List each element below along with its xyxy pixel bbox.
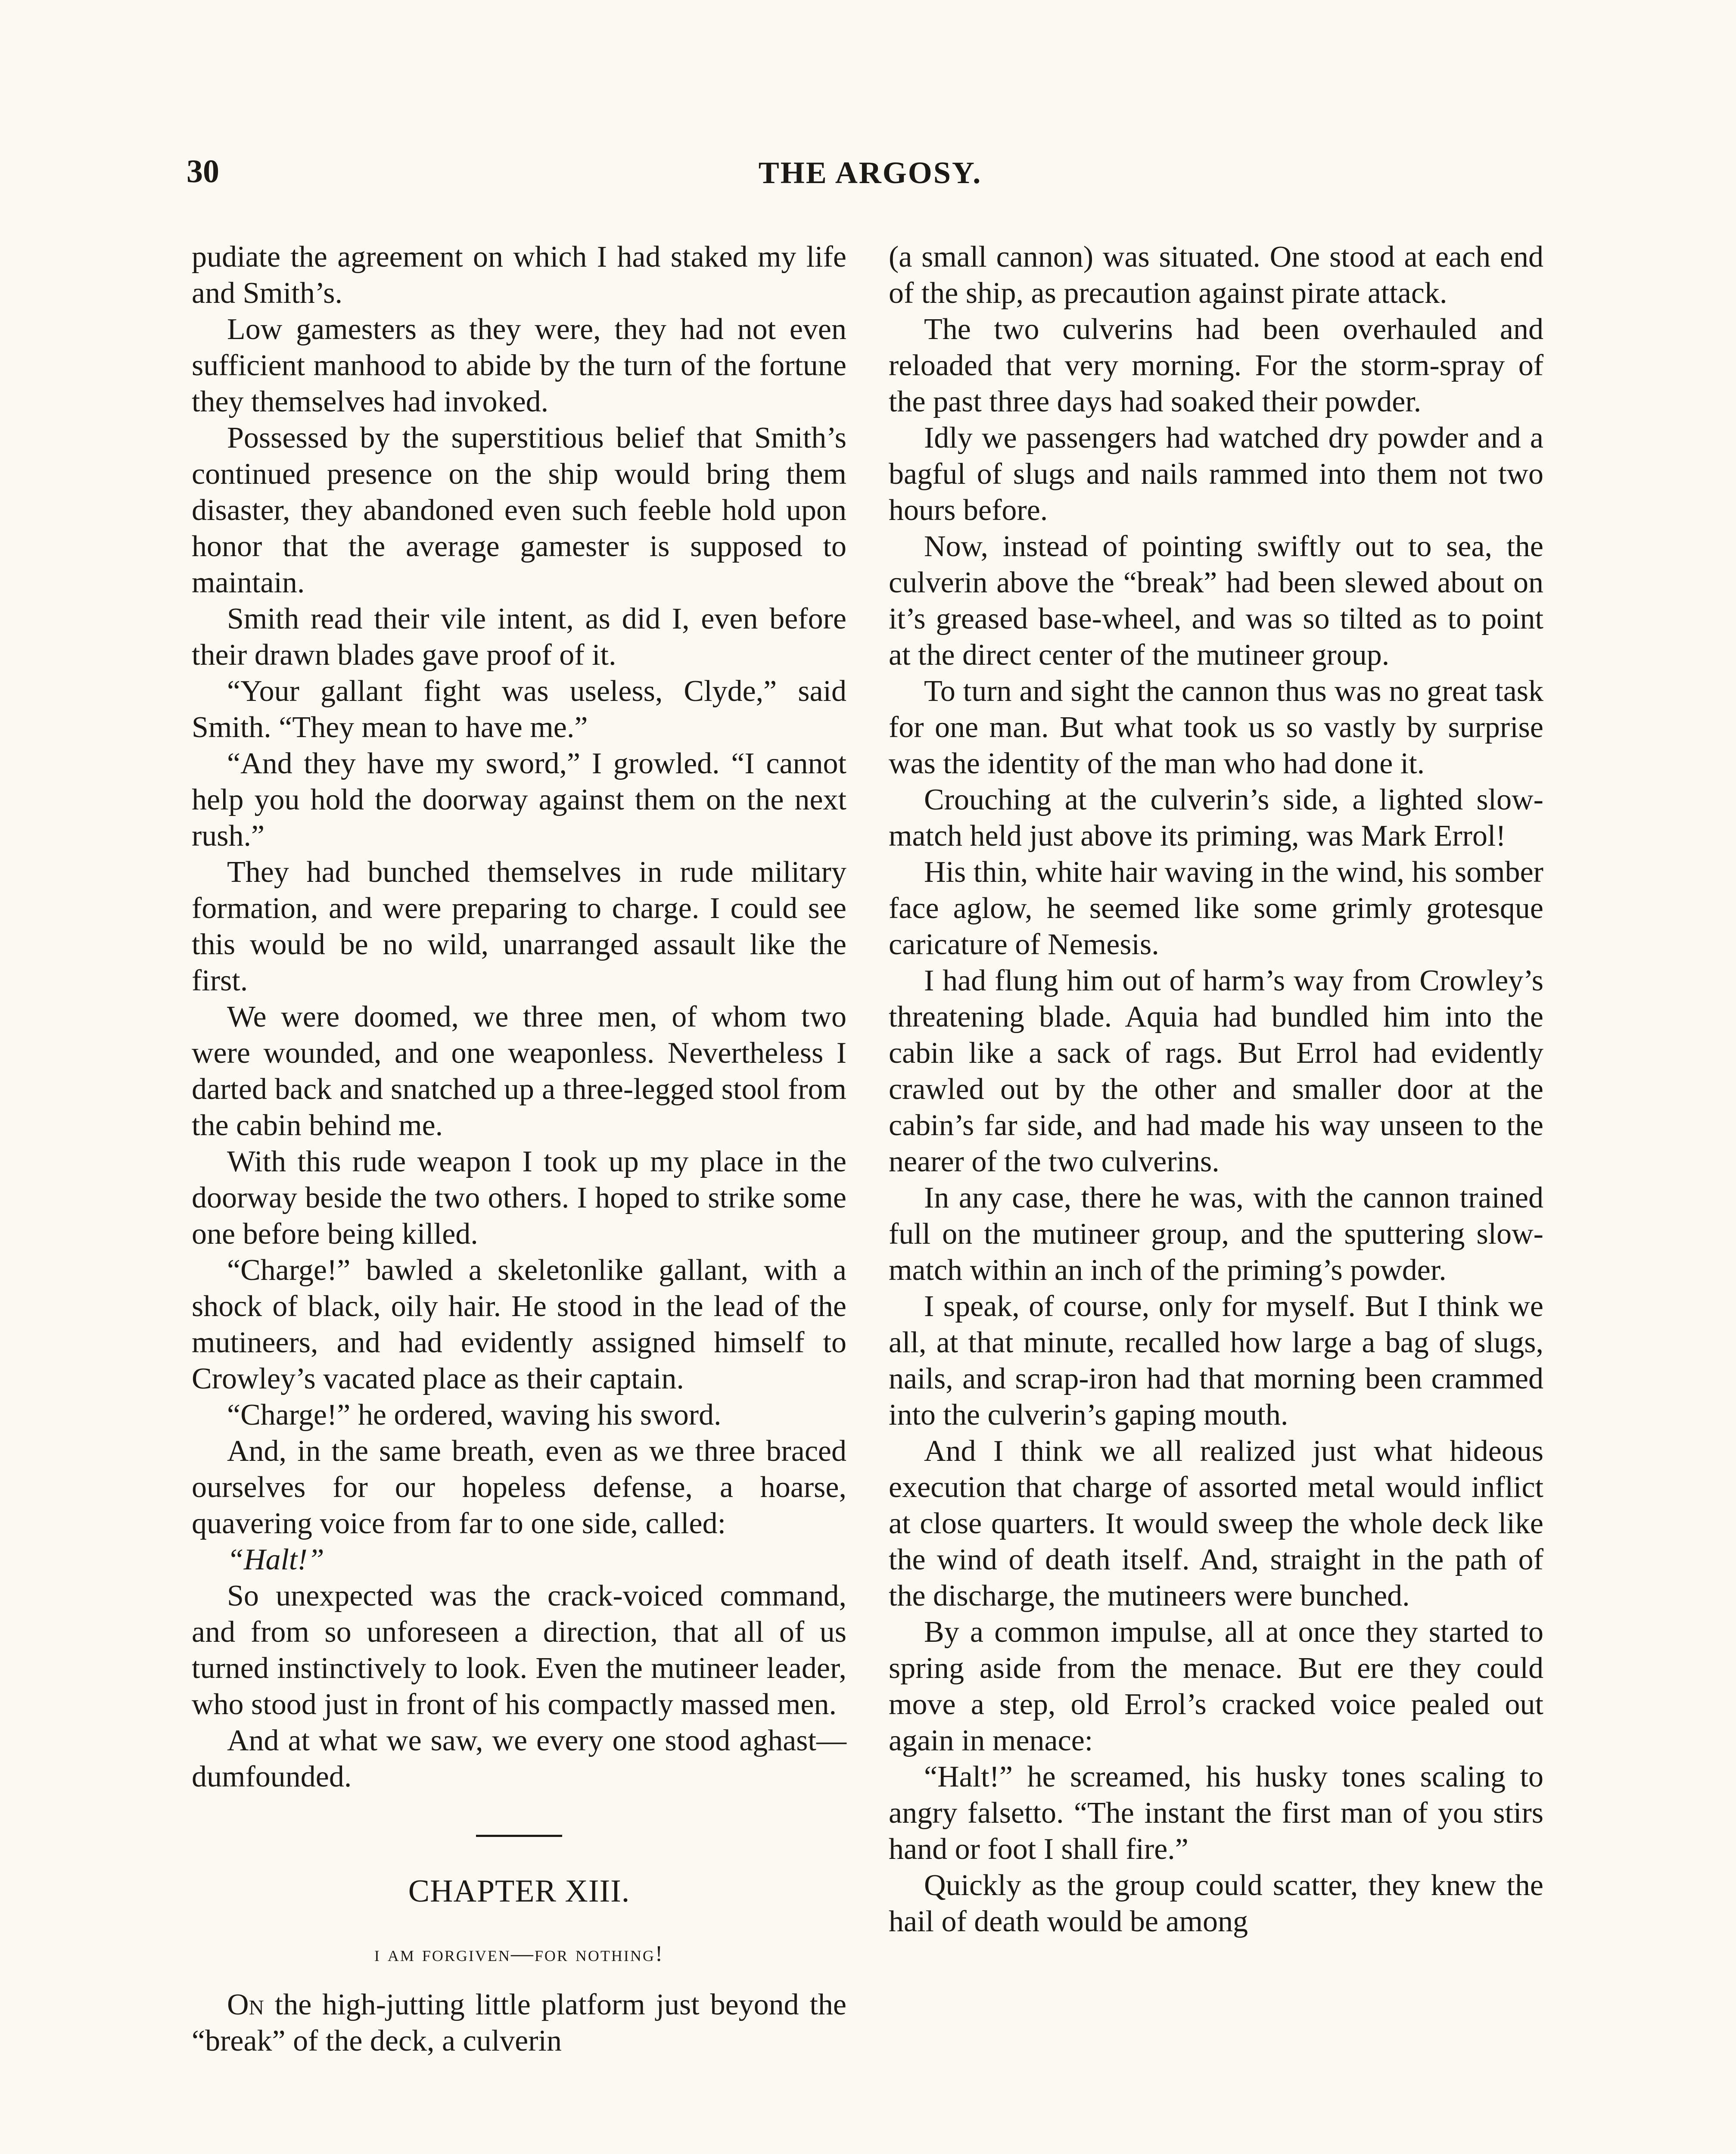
paragraph: “Your gallant fight was useless, Clyde,” said Smith. “They mean to have me.”	[192, 675, 846, 744]
page-number: 30	[187, 153, 219, 190]
paragraph: “And they have my sword,” I growled. “I cannot help you hold the doorway against them on the next rush.”	[192, 747, 846, 853]
paragraph: Idly we passengers had watched dry powder and a bagful of slugs and nails rammed into them not two hours before.	[889, 421, 1543, 527]
section-divider	[476, 1835, 562, 1837]
paragraph: The two culverins had been overhauled and reloaded that very morning. For the storm-spray of the past three days had soaked their powder.	[889, 313, 1543, 418]
chapter-first-word: On	[227, 1988, 264, 2021]
paragraph: pudiate the agreement on which I had staked my life and Smith’s.	[192, 240, 846, 310]
chapter-first-paragraph	[192, 1987, 846, 2059]
paragraph: (a small cannon) was situated. One stood at each end of the ship, as precaution against pirate attack.	[889, 240, 1543, 310]
paragraph: And at what we saw, we every one stood aghast—dumfounded.	[192, 1724, 846, 1793]
paragraph: Now, instead of pointing swiftly out to sea, the culverin above the “break” had been slewed about on it’s greased base-wheel, and was so tilted as to point at the direct center of the mutineer group.	[889, 530, 1543, 672]
running-title: THE ARGOSY.	[758, 156, 982, 190]
paragraph: Low gamesters as they were, they had not even sufficient manhood to abide by the turn of the fortune they themselves had invoked.	[192, 313, 846, 418]
paragraph: I had flung him out of harm’s way from Crowley’s threatening blade. Aquia had bundled him into the cabin like a sack of rags. But Errol had evidently crawled out by the other and smaller door at the cabin’s far side, and had made his way unseen to the nearer of the two culverins.	[889, 964, 1543, 1178]
chapter-first-paragraph-text: the high-jutting little platform just beyond the “break” of the deck, a culverin	[192, 1988, 846, 2058]
paragraph: I speak, of course, only for myself. But I think we all, at that minute, recalled how large a bag of slugs, nails, and scrap-iron had that morning been crammed into the culverin’s gaping mouth.	[889, 1290, 1543, 1432]
paragraph: “Charge!” bawled a skeletonlike gallant, with a shock of black, oily hair. He stood in the lead of the mutineers, and had evidently assigned himself to Crowley’s vacated place as their captain.	[192, 1254, 846, 1395]
paragraph: Quickly as the group could scatter, they knew the hail of death would be among	[889, 1869, 1543, 1938]
right-column	[889, 239, 1543, 1940]
paragraph: His thin, white hair waving in the wind, his somber face aglow, he seemed like some grimly grotesque caricature of Nemesis.	[889, 856, 1543, 961]
paragraph: And I think we all realized just what hideous execution that charge of assorted metal would inflict at close quarters. It would sweep the whole deck like the wind of death itself. And, straight in the path of the discharge, the mutineers were bunched.	[889, 1435, 1543, 1612]
paragraph: And, in the same breath, even as we three braced ourselves for our hopeless defense, a hoarse, quavering voice from far to one side, called:	[192, 1435, 846, 1540]
paragraph: To turn and sight the cannon thus was no great task for one man. But what took us so vastly by surprise was the identity of the man who had done it.	[889, 675, 1543, 780]
paragraph: We were doomed, we three men, of whom two were wounded, and one weaponless. Nevertheless I darted back and snatched up a three-legged stool from the cabin behind me.	[192, 1000, 846, 1142]
paragraph: Possessed by the superstitious belief that Smith’s continued presence on the ship would bring them disaster, they abandoned even such feeble hold upon honor that the average gamester is supposed to maintain.	[192, 421, 846, 599]
chapter-subtitle: i am forgiven—for nothing!	[374, 1942, 664, 1966]
chapter-title: CHAPTER XIII.	[408, 1874, 630, 1909]
paragraph: With this rude weapon I took up my place in the doorway beside the two others. I hoped to strike some one before being killed.	[192, 1145, 846, 1251]
left-column	[192, 239, 846, 2059]
paragraph: They had bunched themselves in rude military formation, and were preparing to charge. I could see this would be no wild, unarranged assault like the first.	[192, 856, 846, 997]
paragraph-halt: “Halt!”	[227, 1543, 324, 1576]
paragraph: Crouching at the culverin’s side, a lighted slow-match held just above its priming, was Mark Errol!	[889, 783, 1543, 853]
paragraph: By a common impulse, all at once they started to spring aside from the menace. But ere they could move a step, old Errol’s cracked voice pealed out again in menace:	[889, 1616, 1543, 1757]
paragraph: In any case, there he was, with the cannon trained full on the mutineer group, and the sputtering slow-match within an inch of the priming’s powder.	[889, 1181, 1543, 1287]
paragraph: Smith read their vile intent, as did I, even before their drawn blades gave proof of it.	[192, 602, 846, 672]
paragraph: “Charge!” he ordered, waving his sword.	[227, 1398, 722, 1432]
paragraph: “Halt!” he screamed, his husky tones scaling to angry falsetto. “The instant the first man of you stirs hand or foot I shall fire.”	[889, 1760, 1543, 1866]
paragraph: So unexpected was the crack-voiced command, and from so unforeseen a direction, that all of us turned instinctively to look. Even the mutineer leader, who stood just in front of his compactly massed men.	[192, 1579, 846, 1721]
